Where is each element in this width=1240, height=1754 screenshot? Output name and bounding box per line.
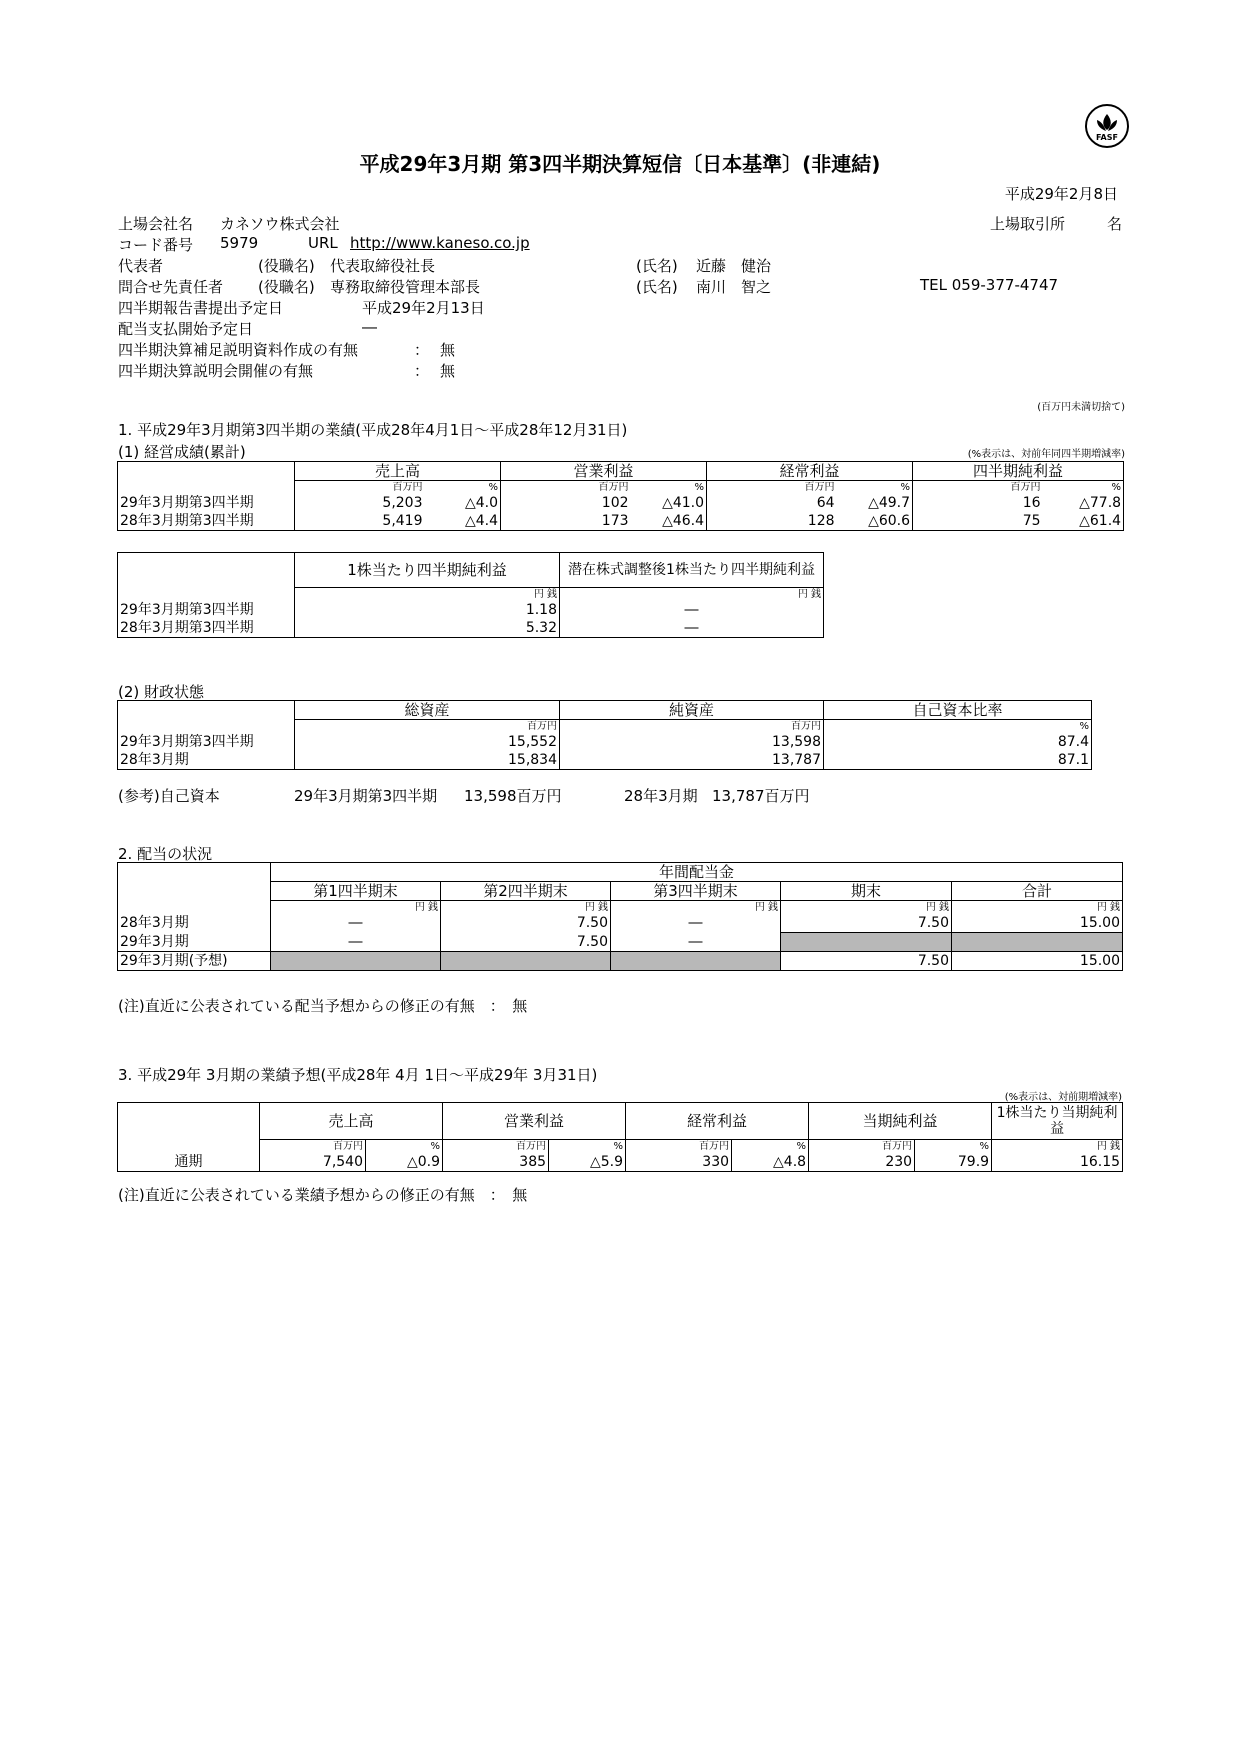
value-cell: 5.32 bbox=[295, 619, 560, 638]
supplement-value: 無 bbox=[440, 341, 456, 359]
supplement-label: 四半期決算補足説明資料作成の有無 bbox=[118, 341, 359, 359]
table-row bbox=[118, 512, 1124, 531]
unit-cell: 百万円 bbox=[913, 481, 1043, 495]
header-sales: 売上高 bbox=[260, 1103, 443, 1140]
value-cell: 16.15 bbox=[992, 1153, 1123, 1172]
section3-heading: 3. 平成29年 3月期の業績予想(平成28年 4月 1日～平成29年 3月31日) bbox=[118, 1066, 598, 1084]
value-cell: 5,203 bbox=[295, 494, 425, 512]
value-cell: △4.0 bbox=[425, 494, 501, 512]
company-name-label: 上場会社名 bbox=[118, 215, 194, 233]
value-cell: △0.9 bbox=[366, 1153, 443, 1172]
contact-title-label: (役職名) bbox=[258, 278, 315, 296]
value-cell: △77.8 bbox=[1043, 494, 1124, 512]
unit-cell: % bbox=[732, 1140, 809, 1154]
unit-cell: 百万円 bbox=[443, 1140, 549, 1154]
eps-table bbox=[117, 552, 824, 638]
dividend-note: (注)直近に公表されている配当予想からの修正の有無 ： 無 bbox=[118, 997, 528, 1015]
table-row bbox=[118, 733, 1092, 751]
unit-cell: % bbox=[631, 481, 707, 495]
table-row bbox=[118, 619, 824, 638]
dividend-date-label: 配当支払開始予定日 bbox=[118, 320, 254, 338]
unit-cell: 円 銭 bbox=[992, 1140, 1123, 1154]
value-cell: 1.18 bbox=[295, 601, 560, 619]
unit-cell: 百万円 bbox=[560, 720, 824, 734]
header-eps: 1株当たり当期純利益 bbox=[992, 1103, 1123, 1140]
section1-sub2: (2) 財政状態 bbox=[118, 683, 205, 701]
reference-period-a: 29年3月期第3四半期 bbox=[294, 787, 438, 805]
row-label: 28年3月期第3四半期 bbox=[118, 512, 295, 531]
shaded-cell bbox=[781, 933, 952, 952]
section2-heading: 2. 配当の状況 bbox=[118, 845, 213, 863]
header-sales: 売上高 bbox=[295, 462, 501, 481]
rep-title: 代表取締役社長 bbox=[330, 257, 436, 275]
value-cell: 15.00 bbox=[952, 914, 1123, 933]
logo-text: FASF bbox=[1096, 133, 1118, 142]
briefing-value: 無 bbox=[440, 362, 456, 380]
shaded-cell bbox=[441, 952, 611, 971]
header-diluted-eps: 潜在株式調整後1株当たり四半期純利益 bbox=[560, 553, 824, 588]
value-cell: 230 bbox=[809, 1153, 915, 1172]
unit-cell: 円 銭 bbox=[781, 901, 952, 915]
section3-pct-note: (%表示は、対前期増減率) bbox=[1004, 1092, 1122, 1103]
unit-cell: 円 銭 bbox=[560, 588, 824, 602]
section1-heading: 1. 平成29年3月期第3四半期の業績(平成28年4月1日～平成28年12月31日) bbox=[118, 421, 628, 439]
row-label: 29年3月期(予想) bbox=[118, 952, 271, 971]
tel-number: TEL 059-377-4747 bbox=[920, 276, 1059, 294]
report-date-label: 四半期報告書提出予定日 bbox=[118, 299, 284, 317]
value-cell: 330 bbox=[626, 1153, 732, 1172]
unit-cell: % bbox=[425, 481, 501, 495]
reference-value-b: 13,787百万円 bbox=[712, 787, 810, 805]
value-cell: ― bbox=[271, 933, 441, 952]
value-cell: 15,834 bbox=[295, 751, 560, 770]
unit-cell: 百万円 bbox=[626, 1140, 732, 1154]
value-cell: 7.50 bbox=[441, 914, 611, 933]
value-cell: 7.50 bbox=[781, 914, 952, 933]
corner-cell bbox=[118, 462, 295, 495]
unit-cell: 円 銭 bbox=[295, 588, 560, 602]
unit-cell: 円 銭 bbox=[952, 901, 1123, 915]
value-cell: 7.50 bbox=[441, 933, 611, 952]
report-date: 平成29年2月8日 bbox=[1004, 185, 1118, 203]
forecast-note: (注)直近に公表されている業績予想からの修正の有無 ： 無 bbox=[118, 1186, 528, 1204]
contact-name-label: (氏名) bbox=[636, 278, 678, 296]
row-label: 通期 bbox=[118, 1153, 260, 1172]
value-cell: 15.00 bbox=[952, 952, 1123, 971]
unit-cell: 百万円 bbox=[260, 1140, 366, 1154]
value-cell: △5.9 bbox=[549, 1153, 626, 1172]
value-cell: 173 bbox=[501, 512, 631, 531]
value-cell: ― bbox=[560, 619, 824, 638]
corner-cell bbox=[118, 553, 295, 602]
header-year-end: 期末 bbox=[781, 882, 952, 901]
value-cell: △60.6 bbox=[837, 512, 913, 531]
table-row bbox=[118, 494, 1124, 512]
unit-cell: 百万円 bbox=[809, 1140, 915, 1154]
value-cell: ― bbox=[611, 914, 781, 933]
contact-label: 問合せ先責任者 bbox=[118, 278, 224, 296]
row-label: 29年3月期第3四半期 bbox=[118, 494, 295, 512]
value-cell: 7.50 bbox=[781, 952, 952, 971]
header-net-income: 四半期純利益 bbox=[913, 462, 1124, 481]
corner-cell bbox=[118, 1103, 260, 1154]
contact-title: 専務取締役管理本部長 bbox=[330, 278, 481, 296]
briefing-label: 四半期決算説明会開催の有無 bbox=[118, 362, 314, 380]
rep-title-label: (役職名) bbox=[258, 257, 315, 275]
code-label: コード番号 bbox=[118, 236, 194, 254]
forecast-table bbox=[117, 1102, 1123, 1172]
briefing-colon: ： bbox=[414, 362, 430, 380]
supplement-colon: ： bbox=[414, 341, 430, 359]
corner-cell bbox=[118, 863, 271, 915]
unit-cell: % bbox=[837, 481, 913, 495]
value-cell: △46.4 bbox=[631, 512, 707, 531]
row-label: 28年3月期 bbox=[118, 914, 271, 933]
dividend-date-value: ― bbox=[362, 318, 377, 336]
row-label: 28年3月期第3四半期 bbox=[118, 619, 295, 638]
report-date-value: 平成29年2月13日 bbox=[362, 299, 485, 317]
unit-cell: 百万円 bbox=[501, 481, 631, 495]
value-cell: ― bbox=[271, 914, 441, 933]
table-row bbox=[118, 952, 1123, 971]
value-cell: 79.9 bbox=[915, 1153, 992, 1172]
shaded-cell bbox=[952, 933, 1123, 952]
header-q3: 第3四半期末 bbox=[611, 882, 781, 901]
fasf-logo bbox=[1085, 104, 1129, 148]
value-cell: △61.4 bbox=[1043, 512, 1124, 531]
value-cell: 13,598 bbox=[560, 733, 824, 751]
unit-cell: 百万円 bbox=[707, 481, 837, 495]
table-row bbox=[118, 933, 1123, 952]
unit-cell: % bbox=[549, 1140, 626, 1154]
rep-name: 近藤 健治 bbox=[696, 257, 772, 275]
header-q2: 第2四半期末 bbox=[441, 882, 611, 901]
value-cell: 87.4 bbox=[824, 733, 1092, 751]
unit-cell: % bbox=[366, 1140, 443, 1154]
value-cell: ― bbox=[611, 933, 781, 952]
table-row bbox=[118, 1153, 1123, 1172]
shaded-cell bbox=[271, 952, 441, 971]
value-cell: 64 bbox=[707, 494, 837, 512]
value-cell: △4.4 bbox=[425, 512, 501, 531]
value-cell: 5,419 bbox=[295, 512, 425, 531]
exchange-label: 上場取引所 bbox=[990, 215, 1066, 233]
value-cell: △4.8 bbox=[732, 1153, 809, 1172]
header-net-income: 当期純利益 bbox=[809, 1103, 992, 1140]
table-row bbox=[118, 601, 824, 619]
header-annual-dividend: 年間配当金 bbox=[271, 863, 1123, 882]
unit-cell: % bbox=[915, 1140, 992, 1154]
rounding-note: (百万円未満切捨て) bbox=[1037, 402, 1125, 413]
value-cell: 87.1 bbox=[824, 751, 1092, 770]
value-cell: 7,540 bbox=[260, 1153, 366, 1172]
header-ord-income: 経常利益 bbox=[707, 462, 913, 481]
header-eps: 1株当たり四半期純利益 bbox=[295, 553, 560, 588]
unit-cell: 円 銭 bbox=[611, 901, 781, 915]
row-label: 29年3月期 bbox=[118, 933, 271, 952]
corner-cell bbox=[118, 701, 295, 734]
section1-sub1: (1) 経営成績(累計) bbox=[118, 443, 246, 461]
reference-period-b: 28年3月期 bbox=[624, 787, 698, 805]
url-label: URL bbox=[308, 234, 338, 252]
header-op-income: 営業利益 bbox=[443, 1103, 626, 1140]
row-label: 29年3月期第3四半期 bbox=[118, 733, 295, 751]
value-cell: ― bbox=[560, 601, 824, 619]
financial-position-table bbox=[117, 700, 1092, 770]
shaded-cell bbox=[611, 952, 781, 971]
value-cell: 128 bbox=[707, 512, 837, 531]
unit-cell: 円 銭 bbox=[441, 901, 611, 915]
row-label: 28年3月期 bbox=[118, 751, 295, 770]
unit-cell: % bbox=[824, 720, 1092, 734]
table-row bbox=[118, 751, 1092, 770]
rep-name-label: (氏名) bbox=[636, 257, 678, 275]
reference-label: (参考)自己資本 bbox=[118, 787, 220, 805]
unit-cell: 百万円 bbox=[295, 481, 425, 495]
header-op-income: 営業利益 bbox=[501, 462, 707, 481]
header-ord-income: 経常利益 bbox=[626, 1103, 809, 1140]
reference-value-a: 13,598百万円 bbox=[464, 787, 562, 805]
table-row bbox=[118, 914, 1123, 933]
representative-label: 代表者 bbox=[118, 257, 164, 275]
value-cell: 75 bbox=[913, 512, 1043, 531]
exchange-value: 名 bbox=[1107, 215, 1123, 233]
value-cell: 15,552 bbox=[295, 733, 560, 751]
header-net-assets: 純資産 bbox=[560, 701, 824, 720]
unit-cell: 百万円 bbox=[295, 720, 560, 734]
operating-results-table bbox=[117, 461, 1124, 531]
value-cell: 102 bbox=[501, 494, 631, 512]
value-cell: △49.7 bbox=[837, 494, 913, 512]
header-total-assets: 総資産 bbox=[295, 701, 560, 720]
value-cell: 13,787 bbox=[560, 751, 824, 770]
dividend-table bbox=[117, 862, 1123, 971]
section1-pct-note: (%表示は、対前年同四半期増減率) bbox=[967, 449, 1125, 460]
value-cell: 385 bbox=[443, 1153, 549, 1172]
contact-name: 南川 智之 bbox=[696, 278, 772, 296]
header-q1: 第1四半期末 bbox=[271, 882, 441, 901]
value-cell: 16 bbox=[913, 494, 1043, 512]
row-label: 29年3月期第3四半期 bbox=[118, 601, 295, 619]
header-total: 合計 bbox=[952, 882, 1123, 901]
page-title: 平成29年3月期 第3四半期決算短信〔日本基準〕(非連結) bbox=[359, 152, 881, 176]
unit-cell: 円 銭 bbox=[271, 901, 441, 915]
company-name: カネソウ株式会社 bbox=[220, 215, 340, 233]
code-value: 5979 bbox=[220, 234, 259, 252]
company-url-link[interactable]: http://www.kaneso.co.jp bbox=[350, 234, 530, 252]
header-equity-ratio: 自己資本比率 bbox=[824, 701, 1092, 720]
unit-cell: % bbox=[1043, 481, 1124, 495]
value-cell: △41.0 bbox=[631, 494, 707, 512]
